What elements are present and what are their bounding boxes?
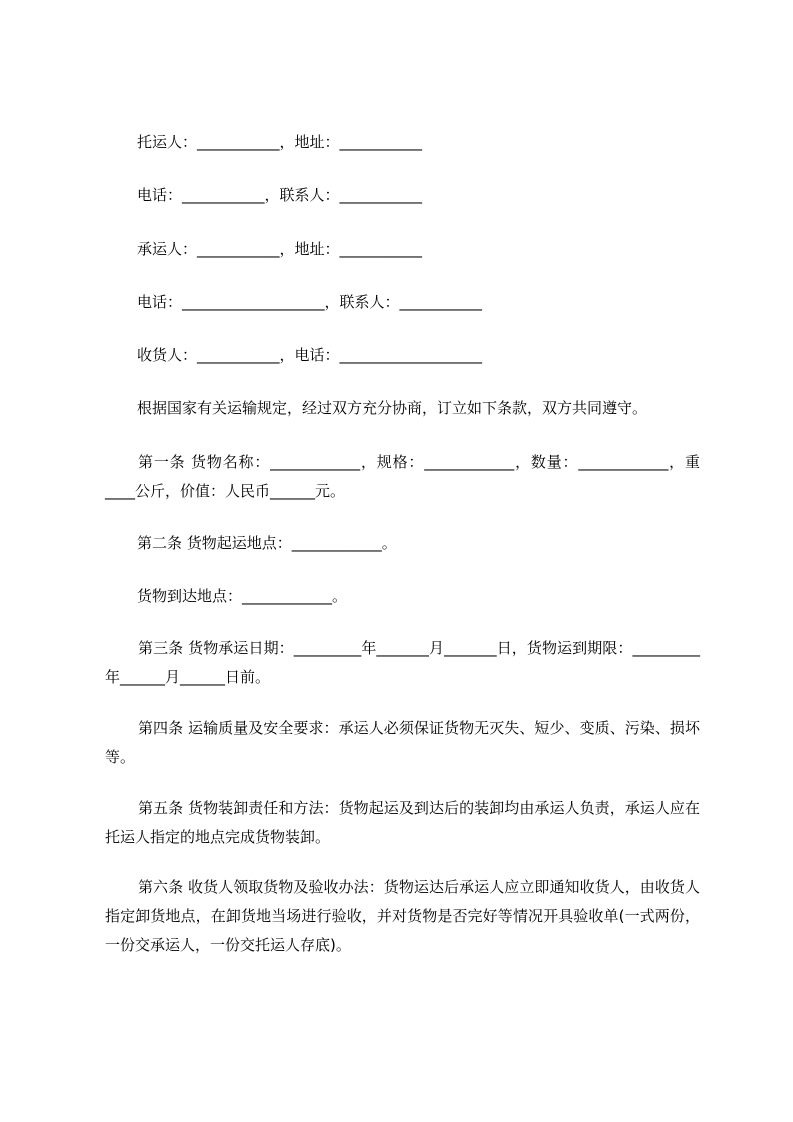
clause-4: 第四条 运输质量及安全要求：承运人必须保证货物无灭失、短少、变质、污染、损坏等。 (105, 719, 700, 766)
carrier-line: 承运人：___________，地址：___________ (137, 240, 423, 258)
clause-3: 第三条 货物承运日期：_________年_______月_______日，货物运到期限：_________年______月______日前。 (105, 639, 700, 686)
clause-6: 第六条 收货人领取货物及验收办法：货物运达后承运人应立即通知收货人，由收货人指定卸货地点，在卸货地当场进行验收，并对货物是否完好等情况开具验收单(一式两份，一份交承运人，一份交托运人存底)。 (105, 878, 700, 954)
clause-2-line: 第二条 货物起运地点：____________。 (137, 534, 397, 552)
destination-line: 货物到达地点：____________。 (137, 587, 348, 605)
shipper-line: 托运人：___________，地址：___________ (137, 133, 423, 151)
carrier-phone-line: 电话：___________________，联系人：___________ (137, 293, 483, 311)
preamble-line: 根据国家有关运输规定，经过双方充分协商，订立如下条款，双方共同遵守。 (137, 399, 648, 417)
shipper-phone-line: 电话：___________，联系人：___________ (137, 186, 423, 204)
clause-1: 第一条 货物名称：____________，规格：____________，数量：____________，重____公斤，价值：人民币______元。 (105, 453, 700, 500)
consignee-line: 收货人：___________，电话：___________________ (137, 346, 483, 364)
clause-5: 第五条 货物装卸责任和方法：货物起运及到达后的装卸均由承运人负责，承运人应在托运人指定的地点完成货物装卸。 (105, 799, 700, 846)
